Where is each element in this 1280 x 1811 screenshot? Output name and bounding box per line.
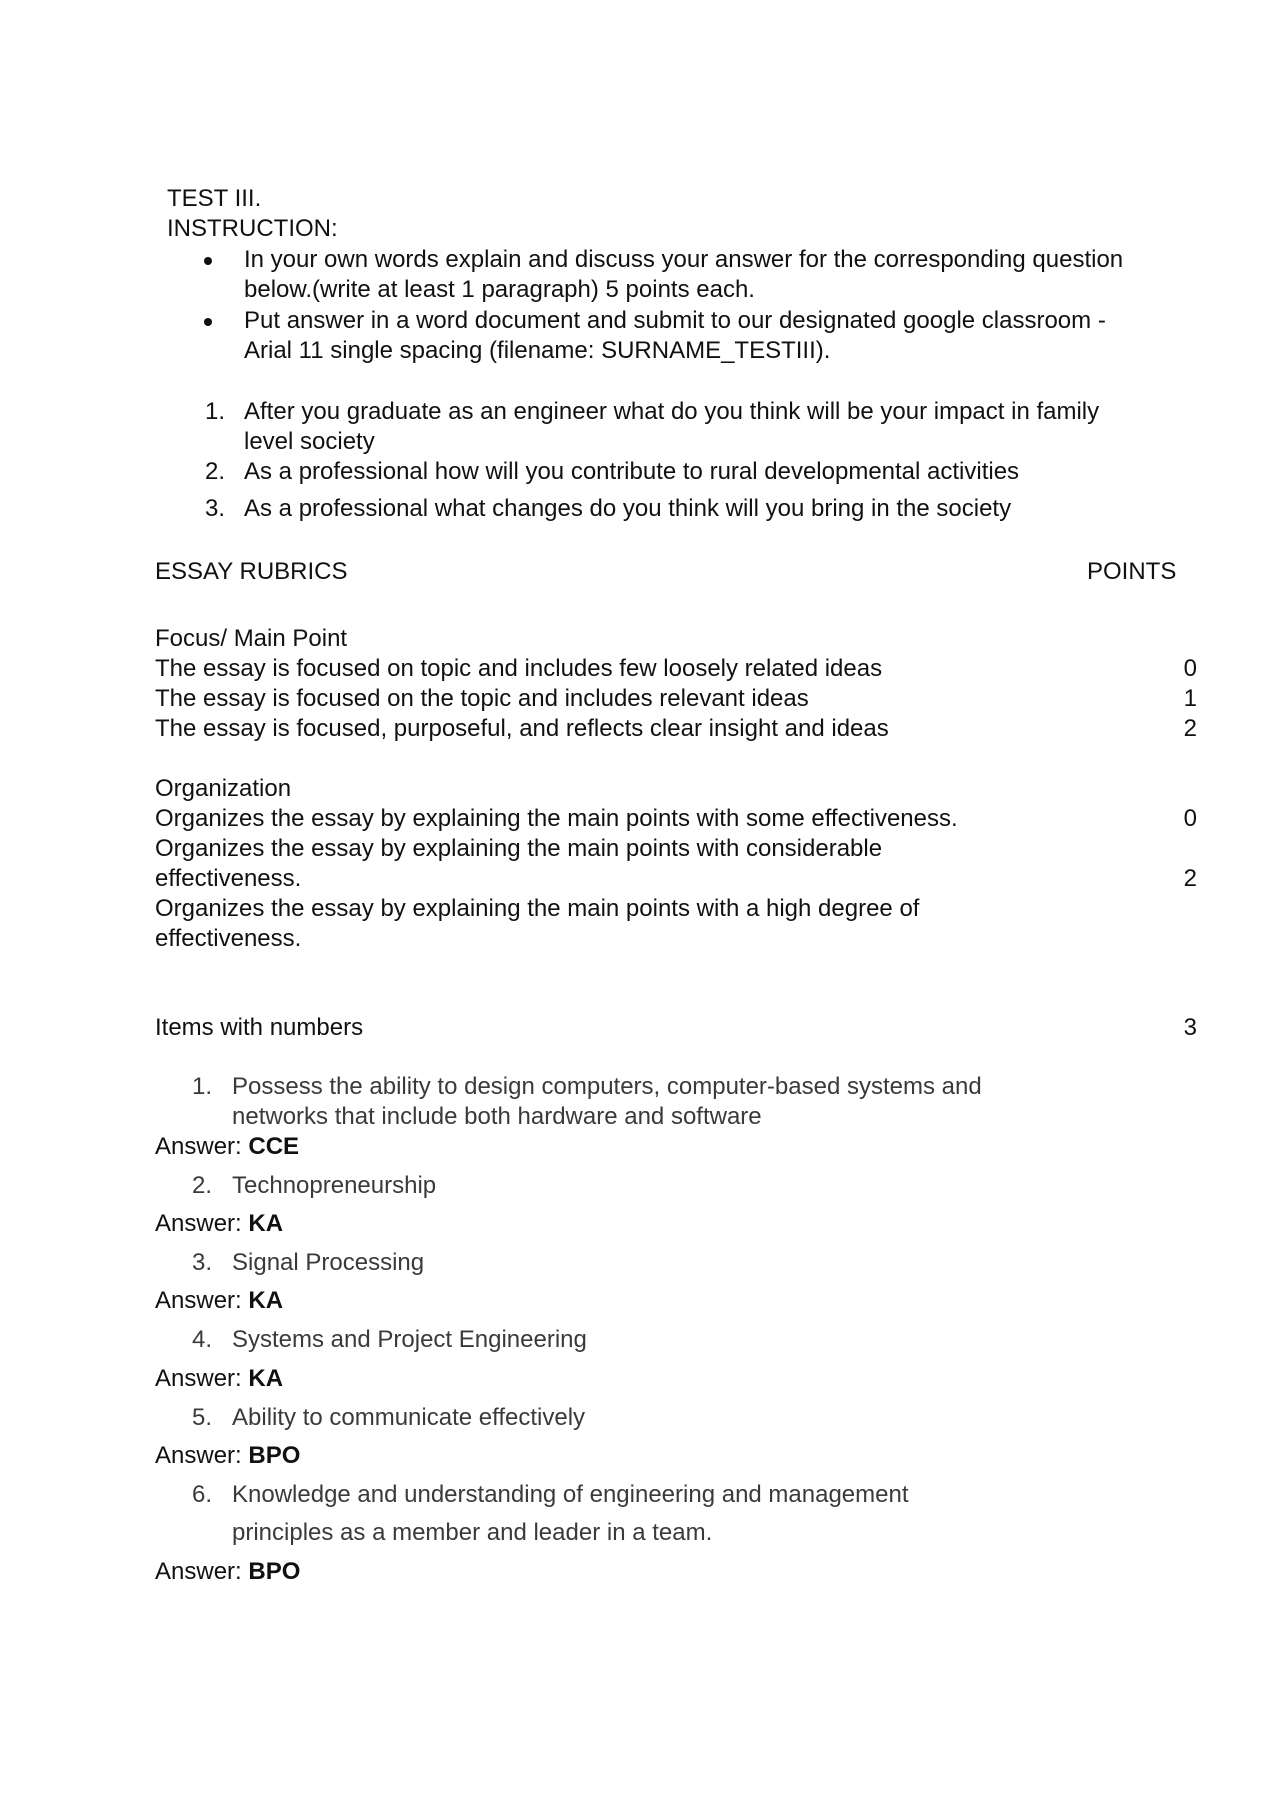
item-4-answer-value: KA	[248, 1365, 284, 1392]
organization-row-2-points: 2	[1183, 865, 1197, 892]
bullet-2-line-1: Put answer in a word document and submit to our designated google classroom -	[244, 307, 1106, 334]
item-3-answer	[155, 1286, 283, 1316]
bullet-2-line-2: Arial 11 single spacing (filename: SURNAME_TESTIII).	[244, 337, 831, 364]
item-1-answer	[155, 1132, 299, 1162]
bullet-dot-icon	[204, 245, 212, 275]
organization-row-1-text: Organizes the essay by explaining the main points with some effectiveness.	[155, 805, 958, 832]
item-5-answer	[155, 1441, 300, 1471]
organization-row-2-line-2: effectiveness.	[155, 865, 302, 892]
item-2-line-1: Technopreneurship	[232, 1172, 437, 1199]
answer-label: Answer:	[155, 1287, 242, 1314]
answer-label: Answer:	[155, 1133, 242, 1160]
points-heading: POINTS	[1087, 558, 1177, 585]
item-2-answer	[155, 1209, 283, 1239]
organization-heading: Organization	[155, 775, 292, 802]
question-3-number: 3.	[205, 495, 226, 522]
answer-label: Answer:	[155, 1442, 242, 1469]
item-5-line-1: Ability to communicate effectively	[232, 1404, 586, 1431]
test-title: TEST III.	[167, 185, 262, 212]
focus-row-3-points: 2	[1183, 715, 1197, 742]
focus-row-1-text: The essay is focused on topic and includes few loosely related ideas	[155, 655, 883, 682]
item-1-line-2: networks that include both hardware and software	[232, 1103, 762, 1130]
item-6-line-2: principles as a member and leader in a team.	[232, 1519, 713, 1546]
item-2-answer-value: KA	[248, 1210, 284, 1237]
items-heading: Items with numbers	[155, 1014, 364, 1041]
question-1-line-1: After you graduate as an engineer what do you think will be your impact in family	[244, 398, 1100, 425]
question-1-number: 1.	[205, 398, 226, 425]
item-6-answer-value: BPO	[248, 1558, 301, 1585]
organization-row-1-points: 0	[1183, 805, 1197, 832]
items-points: 3	[1183, 1014, 1197, 1041]
organization-row-3-line-2: effectiveness.	[155, 925, 302, 952]
focus-heading: Focus/ Main Point	[155, 625, 348, 652]
item-6-line-1: Knowledge and understanding of engineering and management	[232, 1481, 909, 1508]
focus-row-1-points: 0	[1183, 655, 1197, 682]
item-3-answer-value: KA	[248, 1287, 284, 1314]
item-3-line-1: Signal Processing	[232, 1249, 425, 1276]
item-1-number: 1.	[192, 1073, 213, 1100]
answer-label: Answer:	[155, 1558, 242, 1585]
item-6-number: 6.	[192, 1481, 213, 1508]
organization-row-3-line-1: Organizes the essay by explaining the main points with a high degree of	[155, 895, 920, 922]
question-2-line-1: As a professional how will you contribute to rural developmental activities	[244, 458, 1020, 485]
item-5-number: 5.	[192, 1404, 213, 1431]
organization-row-2-line-1: Organizes the essay by explaining the main points with considerable	[155, 835, 883, 862]
bullet-1-line-1: In your own words explain and discuss your answer for the corresponding question	[244, 246, 1124, 273]
bullet-dot-icon	[204, 306, 212, 336]
item-1-line-1: Possess the ability to design computers, computer-based systems and	[232, 1073, 982, 1100]
question-1-line-2: level society	[244, 428, 375, 455]
item-3-number: 3.	[192, 1249, 213, 1276]
rubrics-heading: ESSAY RUBRICS	[155, 558, 348, 585]
item-2-number: 2.	[192, 1172, 213, 1199]
instruction-label: INSTRUCTION:	[167, 215, 338, 242]
answer-label: Answer:	[155, 1365, 242, 1392]
item-4-answer	[155, 1364, 283, 1394]
answer-label: Answer:	[155, 1210, 242, 1237]
bullet-1-line-2: below.(write at least 1 paragraph) 5 points each.	[244, 276, 755, 303]
question-3-line-1: As a professional what changes do you think will you bring in the society	[244, 495, 1012, 522]
focus-row-3-text: The essay is focused, purposeful, and reflects clear insight and ideas	[155, 715, 889, 742]
item-5-answer-value: BPO	[248, 1442, 301, 1469]
item-1-answer-value: CCE	[248, 1133, 300, 1160]
focus-row-2-text: The essay is focused on the topic and includes relevant ideas	[155, 685, 809, 712]
item-4-number: 4.	[192, 1326, 213, 1353]
question-2-number: 2.	[205, 458, 226, 485]
item-4-line-1: Systems and Project Engineering	[232, 1326, 587, 1353]
item-6-answer	[155, 1557, 300, 1587]
focus-row-2-points: 1	[1183, 685, 1197, 712]
